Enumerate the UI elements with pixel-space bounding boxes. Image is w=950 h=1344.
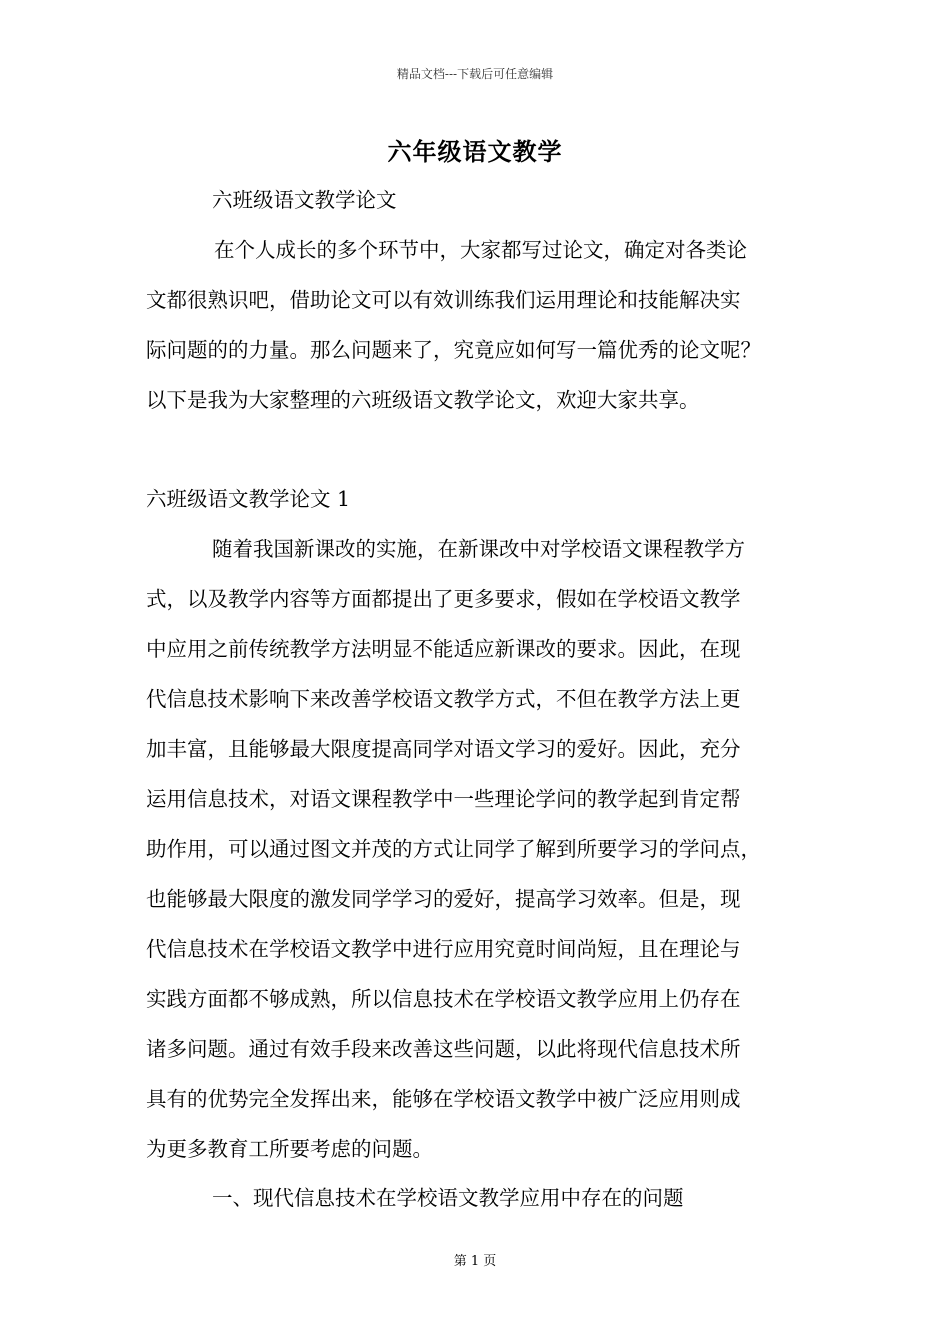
document-subtitle: 六班级语文教学论文 — [212, 188, 397, 212]
paragraph-line: 为更多教育工所要考虑的问题。 — [146, 1137, 433, 1161]
subheading: 一、现代信息技术在学校语文教学应用中存在的问题 — [212, 1186, 684, 1210]
intro-line: 以下是我为大家整理的六班级语文教学论文，欢迎大家共享。 — [146, 388, 700, 412]
paragraph-line: 代信息技术影响下来改善学校语文教学方式，不但在教学方法上更 — [146, 687, 741, 711]
paragraph-line: 具有的优势完全发挥出来，能够在学校语文教学中被广泛应用则成 — [146, 1087, 741, 1111]
paragraph-line: 加丰富，且能够最大限度提高同学对语文学习的爱好。因此，充分 — [146, 737, 741, 761]
paragraph-line: 运用信息技术，对语文课程教学中一些理论学问的教学起到肯定帮 — [146, 787, 741, 811]
page-header: 精品文档---下载后可任意编辑 — [396, 67, 554, 81]
paragraph-line: 随着我国新课改的实施，在新课改中对学校语文课程教学方 — [212, 537, 745, 561]
paragraph-line: 也能够最大限度的激发同学学习的爱好，提高学习效率。但是，现 — [146, 887, 741, 911]
document-title: 六年级语文教学 — [387, 137, 563, 166]
page-number: 第 1 页 — [453, 1254, 497, 1269]
paragraph-line: 诸多问题。通过有效手段来改善这些问题，以此将现代信息技术所 — [146, 1037, 741, 1061]
intro-line: 在个人成长的多个环节中，大家都写过论文，确定对各类论 — [214, 238, 747, 262]
paragraph-line: 中应用之前传统教学方法明显不能适应新课改的要求。因此，在现 — [146, 637, 741, 661]
paragraph-line: 助作用，可以通过图文并茂的方式让同学了解到所要学习的学问点， — [146, 837, 761, 861]
paragraph-line: 式，以及教学内容等方面都提出了更多要求，假如在学校语文教学 — [146, 587, 741, 611]
intro-line: 文都很熟识吧，借助论文可以有效训练我们运用理论和技能解决实 — [146, 288, 741, 312]
paragraph-line: 代信息技术在学校语文教学中进行应用究竟时间尚短，且在理论与 — [146, 937, 741, 961]
paragraph-line: 实践方面都不够成熟，所以信息技术在学校语文教学应用上仍存在 — [146, 987, 741, 1011]
section-heading: 六班级语文教学论文 1 — [146, 487, 351, 511]
intro-line: 际问题的的力量。那么问题来了，究竟应如何写一篇优秀的论文呢？ — [146, 338, 761, 362]
